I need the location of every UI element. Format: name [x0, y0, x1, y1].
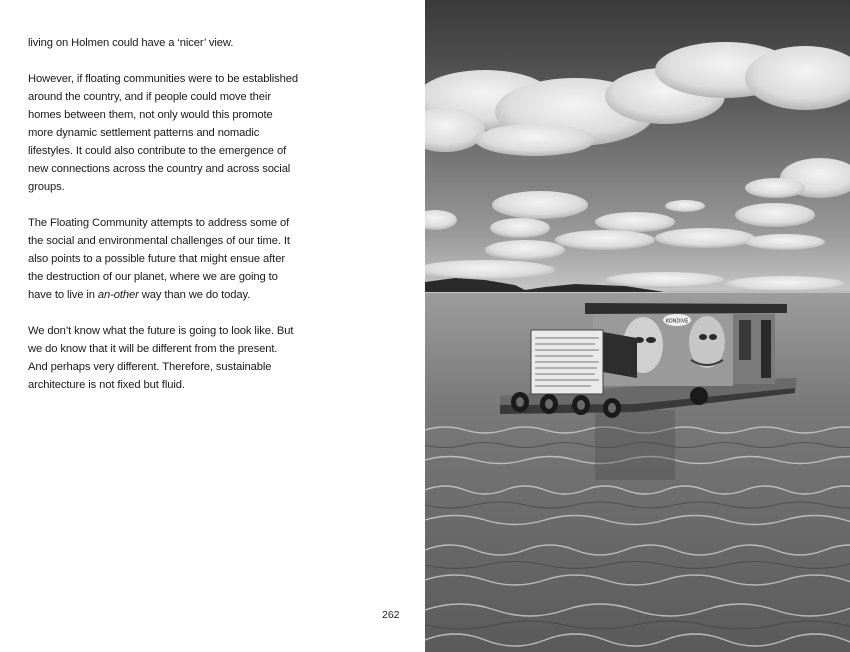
text-line: However, if floating communities were to be established: [28, 73, 298, 85]
paragraph-1: [28, 34, 290, 52]
text-line: the destruction of our planet, where we are going to: [28, 271, 278, 283]
text-line: around the country, and if people could move their: [28, 91, 271, 103]
paragraph-4: [28, 322, 294, 394]
text-line: more dynamic settlement patterns and nomadic: [28, 127, 260, 139]
text-line: groups.: [28, 181, 65, 193]
right-page: [425, 0, 850, 652]
body-text: [28, 34, 298, 412]
text-line: we do know that it will be different from the present.: [28, 343, 278, 355]
emphasized-word: an-other: [97, 289, 139, 301]
text-line: the social and environmental challenges of our time. It: [28, 235, 290, 247]
text-fragment: have to live in: [28, 289, 98, 301]
text-line: We don’t know what the future is going to look like. But: [28, 325, 294, 337]
text-line: lifestyles. It could also contribute to the emergence of: [28, 145, 287, 157]
page-number: 262: [382, 609, 400, 621]
text-line-with-emphasis: [28, 286, 290, 304]
paragraph-2: [28, 70, 298, 196]
text-line: new connections across the country and across social: [28, 163, 291, 175]
text-line: living on Holmen could have a ‘nicer’ view.: [28, 37, 234, 49]
text-line: homes between them, not only would this promote: [28, 109, 273, 121]
text-fragment: way than we do today.: [138, 289, 251, 301]
paragraph-3: [28, 214, 290, 304]
text-line: And perhaps very different. Therefore, sustainable: [28, 361, 272, 373]
text-line: The Floating Community attempts to address some of: [28, 217, 290, 229]
mural-speech-bubble-text: KONDIVE: [665, 318, 689, 325]
text-line: architecture is not fixed but fluid.: [28, 379, 185, 391]
floating-house-photo: [425, 0, 850, 652]
text-line: also points to a possible future that might ensue after: [28, 253, 285, 265]
